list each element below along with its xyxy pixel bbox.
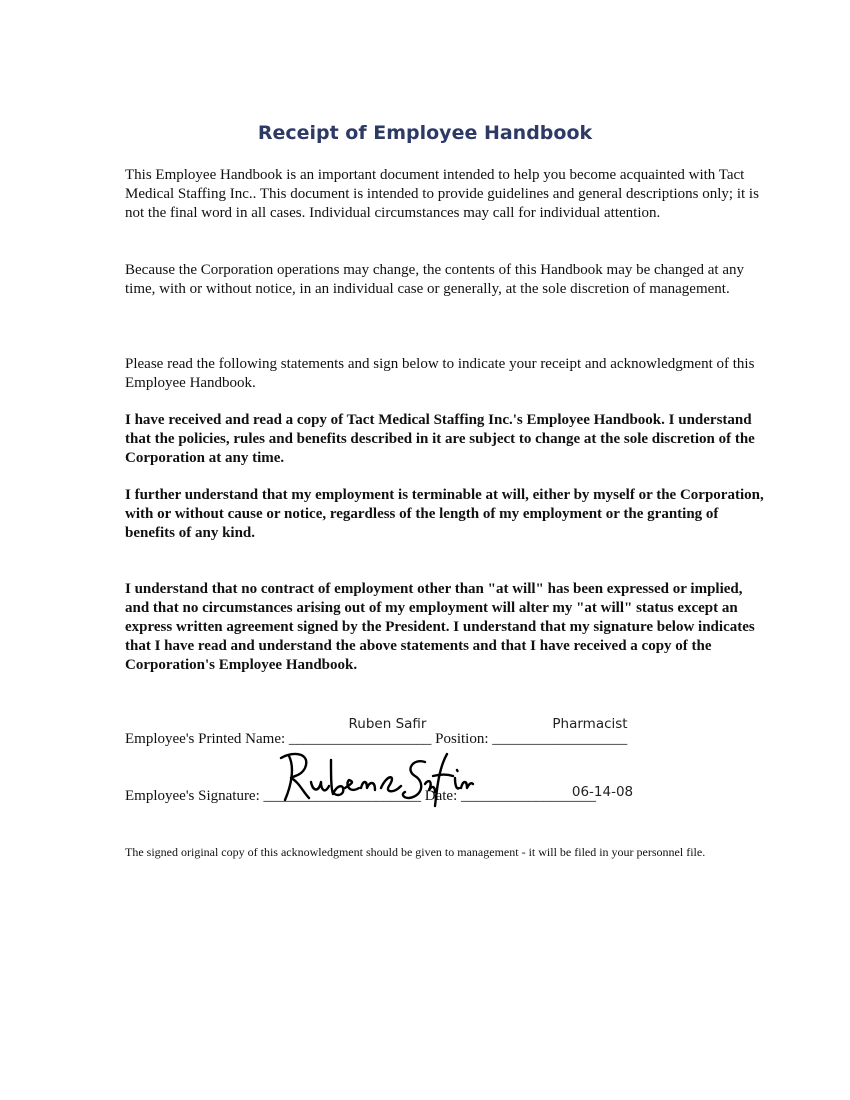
- contract-statement: I understand that no contract of employment other than "at will" has been expressed or implied, and that no circumstances arising out of my employment will alter my "at will" status except an express written agreement signed by the President. I understand that my signature below indicates that I have read and understand the above statements and that I have received a copy of the Corporation's Employee Handbook.: [125, 581, 755, 673]
- footer-note: The signed original copy of this acknowledgment should be given to management - it will be filed in your personnel file.: [125, 845, 706, 859]
- receipt-statement: I have received and read a copy of Tact Medical Staffing Inc.'s Employee Handbook. I understand that the policies, rules and benefits described in it are subject to change at the sole discretion of the Corporation at any time.: [125, 412, 755, 466]
- date-value: 06-14-08: [571, 784, 634, 800]
- page-title: Receipt of Employee Handbook: [257, 122, 593, 144]
- printed-name-row: [125, 731, 627, 748]
- date-label: Date:: [424, 788, 458, 804]
- instruction-paragraph: Please read the following statements and sign below to indicate your receipt and acknowledgment of this Employee Handbook.: [125, 356, 755, 391]
- position-value: Pharmacist: [552, 716, 628, 732]
- at-will-statement: I further understand that my employment is terminable at will, either by myself or the Corporation, with or without cause or notice, regardless of the length of my employment or the granting of benefits of any kind.: [125, 487, 764, 541]
- change-notice-paragraph: Because the Corporation operations may change, the contents of this Handbook may be changed at any time, with or without notice, in an individual case or generally, at the sole discretion of management.: [125, 262, 744, 297]
- position-blank: __________________: [492, 731, 628, 747]
- signature-label: Employee's Signature:: [125, 788, 260, 804]
- intro-paragraph: This Employee Handbook is an important document intended to help you become acquainted with Tact Medical Staffing Inc.. This document is intended to provide guidelines and general descriptions only; it is not the final word in all cases. Individual circumstances may call for individual attention.: [125, 167, 759, 221]
- printed-name-value: Ruben Safir: [348, 716, 427, 732]
- handwritten-signature: [275, 748, 475, 808]
- date-blank: __________________: [461, 788, 596, 804]
- signature-blank: _____________________: [263, 788, 422, 804]
- printed-name-label: Employee's Printed Name:: [125, 731, 286, 747]
- position-label: Position:: [435, 731, 489, 747]
- printed-name-blank: ___________________: [288, 731, 432, 747]
